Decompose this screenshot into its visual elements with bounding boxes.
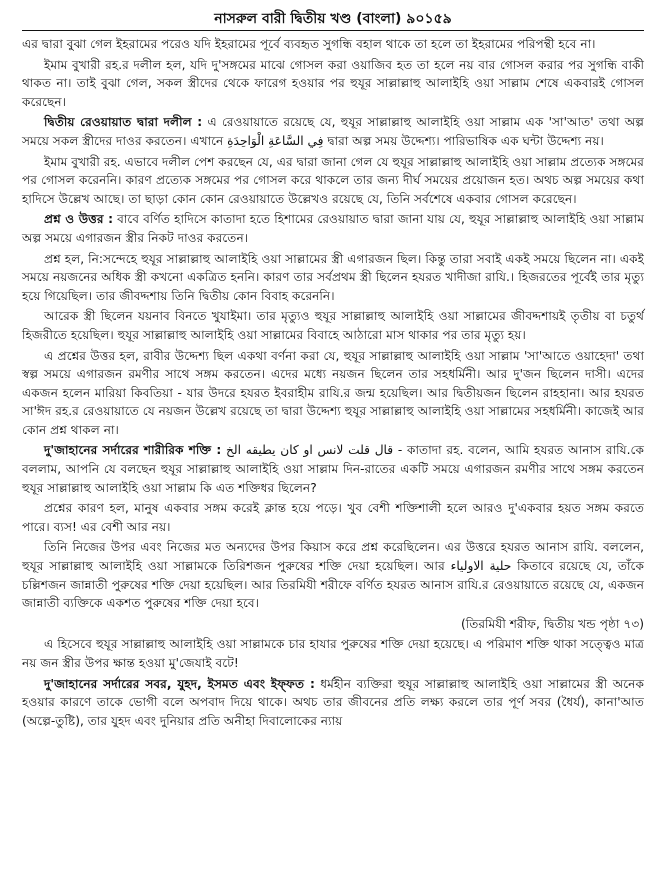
paragraph	[22, 538, 644, 612]
paragraph-text: প্রশ্ন হল, নি:সন্দেহে হুযূর সাল্লাল্লাহু আলাইহি ওয়া সাল্লামের স্ত্রী এগারজন ছিল। কিন্তু তারা সবাই একই সময়ে ছিলেন না। একই সময়ে নয়জনের অধিক স্ত্রী কখনো একত্রিত হননি। কারণ তার সর্বপ্রথম স্ত্রী ছিলেন হযরত খাদীজা রাযি.। হিজরতের পূর্বেই তার মৃত্যু হয়ে গিয়েছিল। তার জীবদ্দশায় তিনি দ্বিতীয় কোন বিবাহ করেননি।	[22, 251, 644, 303]
paragraph-text: - কাতাদা রহ. বলেন, আমি হযরত আনাস রাযি.কে বললাম, আপনি যে বলছেন হুযূর সাল্লাল্লাহু আলাইহি ওয়া সাল্লাম দিন-রাতের একটি সময়ে এগারজন রমণীর সাথে সঙ্গম করতেন হুযূর সাল্লাল্লাহু আলাইহি ওয়া সাল্লাম কি এত শক্তিধর ছিলেন?	[22, 443, 644, 495]
paragraph-text: ইমাম বুখারী রহ. এভাবে দলীল পেশ করছেন যে, এর দ্বারা জানা গেল যে হুযূর সাল্লাল্লাহু আলাইহি ওয়া সাল্লাম প্রত্যেক সঙ্গমের পর গোসল করেননি। কারণ প্রত্যেক সঙ্গমের পর গোসল করে থাকলে তার জন্য দীর্ঘ সময়ের প্রয়োজন হত। অথচ অল্প সময়ের কথা হাদিসে উল্লেখ আছে। তা ছাড়া কোন কোন রেওয়ায়াতে উল্লেখও রয়েছে যে, তিনি সর্বশেষে একবার গোসল করেছেন।	[22, 154, 644, 206]
arabic-text: قال قلت لانس او كان يطيقه الخ	[226, 443, 394, 458]
paragraph-heading: দ্বিতীয় রেওয়ায়াত দ্বারা দলীল :	[44, 115, 203, 130]
document-page	[22, 8, 644, 732]
paragraph	[22, 499, 644, 536]
paragraph	[22, 347, 644, 440]
paragraph-text: এর দ্বারা বুঝা গেল ইহরামের পরেও যদি ইহরামের পূর্বে ব্যবহৃত সুগন্ধি বহাল থাকে তা হলে তা ইহরামের পরিপন্থী হবে না।	[22, 37, 596, 51]
paragraph-heading: প্রশ্ন ও উত্তর :	[44, 212, 113, 227]
paragraph-text: আরেক স্ত্রী ছিলেন যয়নাব বিনতে খুযাইমা। তার মৃত্যুও হুযূর সাল্লাল্লাহু আলাইহি ওয়া সাল্লামের জীবদ্দশায়ই তৃতীয় বা চতুর্থ হিজরীতে হয়েছিল। হুযূর সাল্লাল্লাহু আলাইহি ওয়া সাল্লামের বিবাহে আঠারো মাস থাকার পর তার মৃত্যু হয়।	[22, 309, 644, 342]
arabic-text: فِي السَّاعَةِ الْوَاحِدَةِ	[227, 133, 324, 148]
page-header: নাসরুল বারী দ্বিতীয় খণ্ড (বাংলা) ৯০১৫৯	[214, 11, 452, 27]
paragraph-text: দ্বারা অল্প সময় উদ্দেশ্য। পারিভাষিক এক ঘন্টা উদ্দেশ্য নয়।	[323, 133, 604, 148]
paragraph	[22, 56, 644, 112]
header-divider	[22, 30, 644, 31]
paragraph	[22, 35, 644, 54]
paragraph	[22, 307, 644, 344]
paragraph	[22, 210, 644, 247]
paragraph-heading: দু'জাহানের সর্দারের সবর, যুহদ, ইসমত এবং ইফ্ফত :	[44, 676, 315, 691]
paragraph-text: এ রেওয়ায়াতে রয়েছে যে, হুযূর সাল্লাল্লাহু আলাইহি ওয়া সাল্লাম এক 'সা'আত' তথা অল্প সময়ে সকল স্ত্রীদের দাওর করতেন। এখানে	[22, 115, 644, 148]
paragraph	[22, 153, 644, 209]
paragraph-text: তিনি নিজের উপর এবং নিজের মত অন্যদের উপর কিয়াস করে প্রশ্ন করেছিলেন। এর উত্তরে হযরত আনাস রাযি. বললেন, হুযূর সাল্লাল্লাহু আলাইহি ওয়া সাল্লামকে তিরিশজন পুরুষের শক্তি দেয়া হয়েছিল। আর	[22, 540, 644, 574]
paragraph-text: বাবে বর্ণিত হাদিসে কাতাদা হতে হিশামের রেওয়ায়াত দ্বারা জানা যায় যে, হুযূর সাল্লাল্লাহু আলাইহি ওয়া সাল্লাম অল্প সময়ে এগারজন স্ত্রীর নিকট দাওর করতেন।	[22, 212, 644, 245]
reference-citation: (তিরমিযী শরীফ, দ্বিতীয় খন্ড পৃষ্ঠা ৭৩)	[460, 616, 644, 631]
paragraph-text: প্রশ্নের কারণ হল, মানুষ একবার সঙ্গম করেই ক্লান্ত হয়ে পড়ে। খুব বেশী শক্তিশালী হলে আরও দু'একবার হয়ত সঙ্গম করতে পারে। ব্যস! এর বেশী আর নয়।	[22, 501, 644, 534]
arabic-text: حلية الاولياء	[450, 559, 512, 574]
paragraph	[22, 441, 644, 497]
paragraph-text: ইমাম বুখারী রহ.র দলীল হল, যদি দু'সঙ্গমের মাঝে গোসল করা ওয়াজিব হত তা হলে নয় বার গোসল করার পর সুগন্ধি বাকী থাকত না। তাই বুঝা গেল, সকল স্ত্রীদের থেকে ফারেগ হওয়ার পর হুযূর সাল্লাল্লাহু আলাইহি ওয়া সাল্লাম শেষে একবারই গোসল করেছেন।	[22, 57, 644, 109]
document-body	[22, 35, 644, 730]
paragraph	[22, 635, 644, 672]
paragraph	[22, 675, 644, 731]
paragraph-text: এ হিসেবে হুযূর সাল্লাল্লাহু আলাইহি ওয়া সাল্লামকে চার হাযার পুরুষের শক্তি দেয়া হয়েছে। এ পরিমাণ শক্তি থাকা সত্ত্বেও মাত্র নয় জন স্ত্রীর উপর ক্ষান্ত হওয়া মু'জেযাই বটে!	[22, 637, 644, 670]
paragraph-text: এ প্রশ্নের উত্তর হল, রাবীর উদ্দেশ্য ছিল একথা বর্ণনা করা যে, হুযূর সাল্লাল্লাহু আলাইহি ওয়া সাল্লাম 'সা'আতে ওয়াহেদা' তথা স্বল্প সময়ে এগারজন রমণীর সাথে সঙ্গম করতেন। এদের মধ্যে নয়জন ছিলেন তার সহধর্মিনী। আর দু'জন ছিলেন দাসী। এদের একজন হলেন মারিয়া কিবতিয়া - যার উদরে হযরত ইবরাহীম রাযি.র জন্ম হয়েছিল। আর দ্বিতীয়জন ছিলেন রাহহানা। আর হযরত সা'ঈদ রহ.র রেওয়ায়াতে যে নয়জন উল্লেখ রয়েছে তা দ্বারা উদ্দেশ্য হুযূর সাল্লাল্লাহু আলাইহি ওয়া সাল্লামের সহধর্মিনী। কাজেই আর কোন প্রশ্ন থাকল না।	[22, 348, 644, 437]
paragraph-text: ধর্মহীন ব্যক্তিরা হুযূর সাল্লাল্লাহু আলাইহি ওয়া সাল্লামের স্ত্রী অনেক হওয়ার কারণে তাকে ভোগী বলে অপবাদ দিয়ে থাকে। অথচ তার জীবনের প্রতি লক্ষ্য করলে তার পূর্ণ সবর (ধৈর্য), কানা'আত (অল্পে-তুষ্টি), তার যুহদ এবং দুনিয়ার প্রতি অনীহা দিবালোকের ন্যায়	[22, 676, 644, 728]
paragraph-heading: দু'জাহানের সর্দারের শারীরিক শক্তি :	[44, 443, 222, 458]
paragraph	[22, 250, 644, 306]
paragraph	[22, 113, 644, 150]
paragraph-text: কিতাবে রয়েছে যে, তাঁকে চল্লিশজন জান্নাতী পুরুষের শক্তি দেয়া হয়েছিল। আর তিরমিযী শরীফে বর্ণিত হযরত আনাস রাযি.র রেওয়ায়াতে রয়েছে যে, একজন জান্নাতী ব্যক্তিকে একশত পুরুষের শক্তি দেয়া হবে।	[22, 559, 644, 611]
